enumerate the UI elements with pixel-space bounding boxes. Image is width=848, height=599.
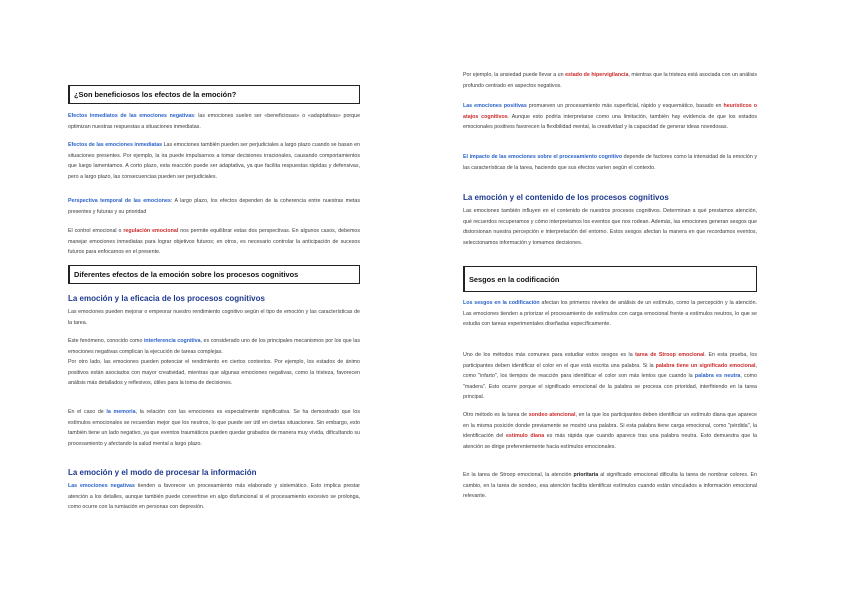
term-priority: prioritaria — [573, 472, 599, 478]
paragraph-anxiety-example: Por ejemplo, la ansiedad puede llevar a un estado de hipervigilancia, mientras que la tristeza está asociada con un análisis profundo centrado en aspectos negativos. — [463, 72, 758, 89]
section-header-beneficial-effects: ¿Son beneficiosos los efectos de la emoción? — [68, 85, 360, 104]
term-immediate-negative: Efectos inmediatos de las emociones negativas — [68, 113, 195, 119]
term-attentional-probe: sondeo atencional — [528, 412, 576, 418]
term-target-stimulus: estímulo diana — [505, 433, 545, 440]
term-emotional-word: palabra tiene un significado emocional — [655, 362, 756, 369]
term-cognitive-interference: interferencia cognitiva — [143, 338, 201, 344]
subheading-efficacy: La emoción y la eficacia de los procesos cognitivos — [68, 294, 265, 303]
term-encoding-bias: Los sesgos en la codificación — [463, 300, 540, 306]
term-stroop: tarea de Stroop emocional — [635, 352, 705, 358]
paragraph-negative-emotions: Las emociones negativas tienden a favorecer un procesamiento más elaborado y sistemático. Esto implica prestar atención a los detalles, aunque también puede convertirse en algo disfuncional si el procesamiento excesivo se prolonga, como ocurre con la rumiación en personas con depresión. — [68, 483, 360, 511]
paragraph-cognitive-interference: Este fenómeno, conocido como interferencia cognitiva, es considerado uno de los principales mecanismos por los que las emociones negativas complican la ejecución de tareas complejas. — [68, 338, 360, 355]
term-immediate-emotions: Efectos de las emociones inmediatas — [68, 142, 163, 148]
paragraph-long-term-harm: Efectos de las emociones inmediatas Las emociones también pueden ser perjudiciales a largo plazo cuando se basan en situaciones presentes. Por ejemplo, la ira puede impulsarnos a tomar decisiones irracionales, causando comportamientos que luego lamentamos. A corto plazo, esta reacción puede ser adaptativa, ya que facilita respuestas rápidas y defensivas, pero a largo plazo, las consecuencias pueden ser perjudiciales. — [68, 142, 360, 180]
paragraph-positive-potential: Por otro lado, las emociones pueden potenciar el rendimiento en ciertos contextos. Por ejemplo, los estados de ánimo positivos están asociados con mayor creatividad, mientras que algunas emociones negativas, como la tristeza, favorecen análisis más detallados y reflexivos, útiles para la toma de decisiones. — [68, 359, 360, 387]
paragraph-temporal-perspective: Perspectiva temporal de las emociones: A largo plazo, los efectos dependen de la coherencia entre nuestras metas presentes y futuras y su prioridad — [68, 198, 360, 215]
section-header-different-effects: Diferentes efectos de la emoción sobre los procesos cognitivos — [68, 265, 360, 284]
subheading-content: La emoción y el contenido de los procesos cognitivos — [463, 193, 669, 202]
paragraph-impact: El impacto de las emociones sobre el procesamiento cognitivo depende de factores como la intensidad de la emoción y las características de la tarea, haciendo que sus efectos varíen según el contexto. — [463, 154, 757, 171]
term-positive-emotions: Las emociones positivas — [463, 103, 527, 109]
term-negative-emotions: Las emociones negativas — [68, 483, 135, 489]
term-temporal-perspective: Perspectiva temporal de las emociones — [68, 198, 171, 204]
paragraph-encoding-bias: Los sesgos en la codificación afectan los primeros niveles de análisis de un estímulo, como la percepción y la atención. Las emociones tienden a priorizar el procesamiento de estímulos con carga emocional frente a estímulos neutros, lo que se estudia con tareas experimentales diseñadas específicamente. — [463, 300, 758, 328]
paragraph-content-influence: Las emociones también influyen en el contenido de nuestros procesos cognitivos. Determinan a qué prestamos atención, qué recuerdos recuperamos y cómo interpretamos los eventos que nos rodean. Además, las emociones generan sesgos que distorsionan nuestra percepción e interpretación del entorno. Estos sesgos afectan la manera en que recordamos eventos, seleccionamos información y tomamos decisiones. — [463, 208, 757, 246]
term-hypervigilance: estado de hipervigilancia — [565, 72, 629, 78]
paragraph-performance: Las emociones pueden mejorar o empeorar nuestro rendimiento cognitivo según el tipo de emoción y las características de la tarea. — [68, 309, 360, 326]
section-header-encoding-bias: Sesgos en la codificación — [463, 266, 757, 292]
paragraph-dot-probe: Otro método es la tarea de sondeo atencional, en la que los participantes deben identificar un estímulo diana que aparece en la misma posición donde previamente se mostró una palabra. Si esta palabra tiene carga emocional, como "pérdida", la identificación del estímulo diana es más rápida que cuando aparece tras una palabra neutra. Esto demuestra que la atención se dirige preferentemente hacia estímulos emocionales. — [463, 412, 757, 450]
paragraph-immediate-effects: Efectos inmediatos de las emociones negativas: las emociones suelen ser «beneficiosas» o «adaptativas» porque optimizan nuestras respuestas a situaciones inmediatas. — [68, 113, 361, 130]
term-neutral-word: palabra es neutra — [694, 373, 741, 380]
paragraph-memory: En el caso de la memoria, la relación con las emociones es especialmente significativa. Se ha demostrado que los estímulos emocionales se recuerdan mejor que los neutros, lo que puede ser útil en ciertas situaciones. Sin embargo, esto también tiene un lado negativo, ya que eventos traumáticos pueden quedar grabados de manera muy vívida, dificultando su procesamiento y afectando la salud mental a largo plazo. — [68, 409, 360, 447]
paragraph-stroop: Uno de los métodos más comunes para estudiar estos sesgos es la tarea de Stroop emocional. En esta prueba, los participantes deben identificar el color en el que está escrita una palabra. Si la palabra tiene un significado emocional, como "infarto", los tiempos de reacción para identificar el color son más lentos que cuando la palabra es neutra, como "madera". Esto ocurre porque el significado emocional de la palabra se procesa con prioridad, interfiriendo en la tarea principal. — [463, 352, 758, 401]
term-emotional-regulation: regulación emocional — [123, 228, 179, 234]
paragraph-emotional-control: El control emocional o regulación emocional nos permite equilibrar estas dos perspectivas. En algunos casos, debemos manejar emociones inmediatas para lograr objetivos futuros; en otros, es necesario controlar la anticipación de sucesos futuros para enfocarnos en el presente. — [68, 228, 360, 256]
term-impact: El impacto de las emociones sobre el procesamiento cognitivo — [463, 154, 623, 160]
subheading-processing-mode: La emoción y el modo de procesar la información — [68, 468, 257, 477]
term-memory: la memoria — [106, 409, 136, 415]
paragraph-comparison: En la tarea de Stroop emocional, la atención prioritaria al significado emocional dificulta la tarea de nombrar colores. En cambio, en la tarea de sondeo, esa atención facilita identificar estímulos cuando están vinculados a información emocional relevante. — [463, 472, 757, 500]
paragraph-positive-emotions: Las emociones positivas promueven un procesamiento más superficial, rápido y esquemático, basado en heurísticos o atajos cognitivos. Aunque esto podría interpretarse como una limitación, también hay evidencia de que los estados emocionales positivos favorecen la flexibilidad mental, la creatividad y la capacidad de generar ideas novedosas. — [463, 103, 757, 131]
term-heuristics: heurísticos o atajos cognitivos — [463, 103, 757, 120]
